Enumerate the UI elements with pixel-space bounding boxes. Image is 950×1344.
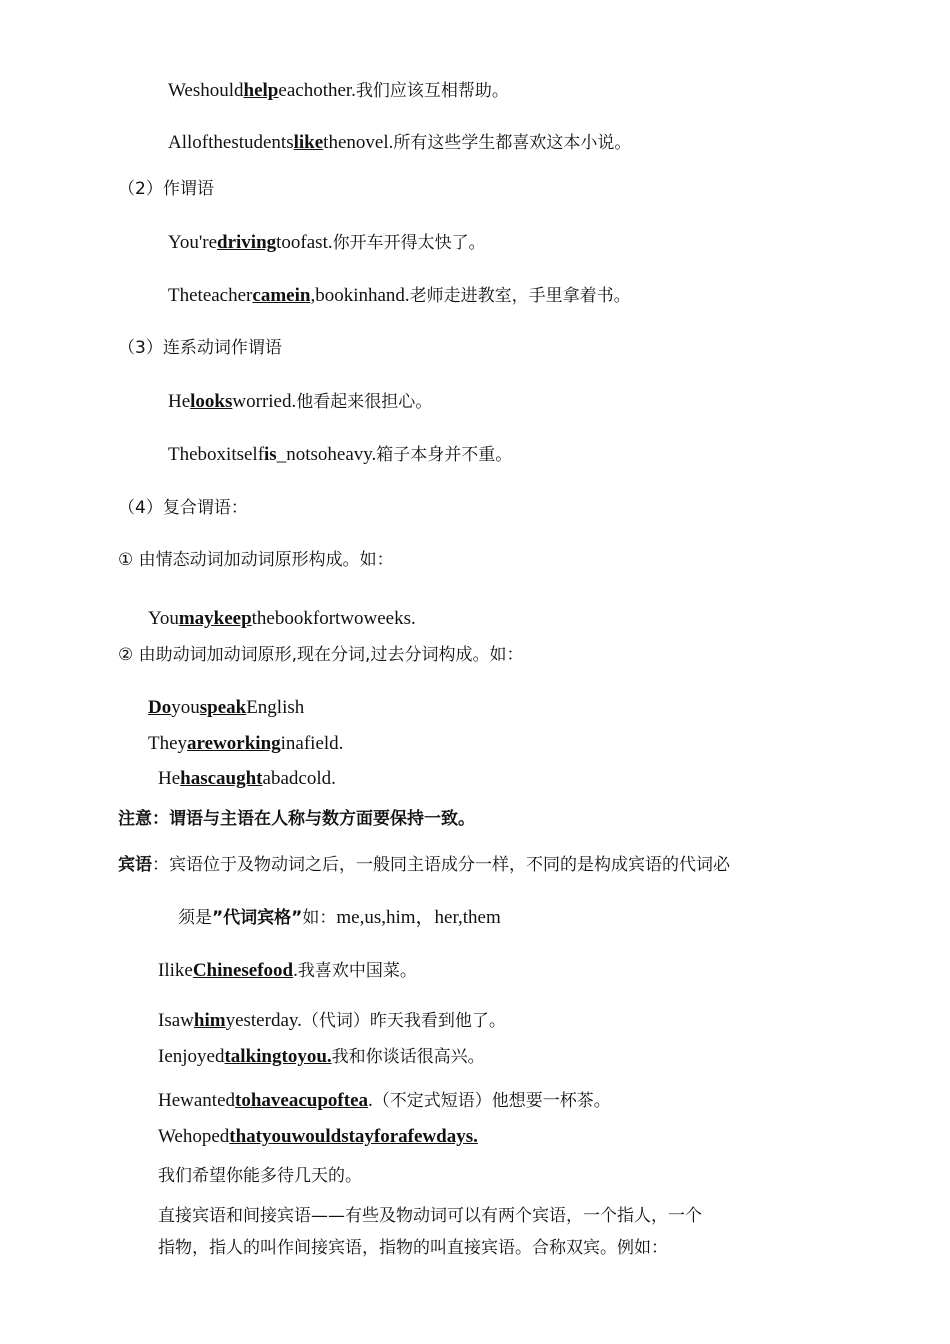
example-line: Weshouldhelpeachother.我们应该互相帮助。: [168, 80, 509, 101]
example-line: Helooksworried.他看起来很担心。: [168, 391, 433, 412]
highlighted-word: help: [243, 80, 279, 101]
example-line: Theteachercamein,bookinhand.老师走进教室，手里拿着书。: [168, 285, 631, 306]
highlighted-word: is: [264, 444, 277, 465]
rule-line: ② 由助动词加动词原形,现在分词,过去分词构成。如：: [118, 645, 524, 665]
highlighted-word: maykeep: [178, 608, 252, 629]
highlighted-word: talkingtoyou.: [224, 1046, 332, 1067]
note-line: 注意：谓语与主语在人称与数方面要保持一致。: [118, 809, 475, 829]
object-label: 宾语: [118, 855, 152, 875]
translation-line: 我们希望你能多待几天的。: [158, 1166, 362, 1186]
highlighted-word: speak: [199, 697, 247, 718]
paragraph-line: 指物，指人的叫作间接宾语，指物的叫直接宾语。合称双宾。例如：: [158, 1238, 668, 1258]
example-line: Hewantedtohaveacupoftea.（不定式短语）他想要一杯茶。: [158, 1090, 611, 1111]
highlighted-word: areworking: [187, 733, 281, 754]
highlighted-word: looks: [190, 391, 233, 412]
rule-line: ① 由情态动词加动词原形构成。如：: [118, 550, 394, 570]
highlighted-word: hascaught: [180, 768, 263, 789]
highlighted-word: camein: [252, 285, 311, 306]
example-line: You'redrivingtoofast.你开车开得太快了。: [168, 232, 486, 253]
object-definition: 宾语：宾语位于及物动词之后，一般同主语成分一样，不同的是构成宾语的代词必: [118, 855, 730, 875]
example-line: IlikeChinesefood.我喜欢中国菜。: [158, 960, 417, 981]
example-line: Ienjoyedtalkingtoyou.我和你谈话很高兴。: [158, 1046, 485, 1067]
section-heading: （3）连系动词作谓语: [118, 338, 282, 358]
section-heading: （4）复合谓语：: [118, 498, 248, 518]
object-definition-cont: 须是”代词宾格”如：me,us,him，her,them: [178, 907, 501, 928]
highlighted-word: Chinesefood: [192, 960, 294, 981]
highlighted-word: like: [293, 132, 324, 153]
paragraph-line: 直接宾语和间接宾语——有些及物动词可以有两个宾语，一个指人，一个: [158, 1206, 702, 1226]
example-line: Wehopedthatyouwouldstayforafewdays.: [158, 1126, 478, 1147]
example-line: Allofthestudentslikethenovel.所有这些学生都喜欢这本小说。: [168, 132, 632, 153]
highlighted-word: driving: [217, 232, 277, 253]
example-line: Theyareworkinginafield.: [148, 733, 344, 754]
example-line: Youmaykeepthebookfortwoweeks.: [148, 608, 416, 629]
highlighted-word: Do: [148, 697, 172, 718]
section-heading: （2）作谓语: [118, 179, 214, 199]
example-line: Isawhimyesterday.（代词）昨天我看到他了。: [158, 1010, 506, 1031]
highlighted-word: thatyouwouldstayforafewdays.: [229, 1126, 478, 1147]
example-line: Hehascaughtabadcold.: [158, 768, 336, 789]
highlighted-word: him: [193, 1010, 226, 1031]
example-line: Theboxitselfis_notsoheavy.箱子本身并不重。: [168, 444, 513, 465]
example-line: DoyouspeakEnglish: [148, 697, 305, 718]
highlighted-word: tohaveacupoftea: [235, 1090, 369, 1111]
